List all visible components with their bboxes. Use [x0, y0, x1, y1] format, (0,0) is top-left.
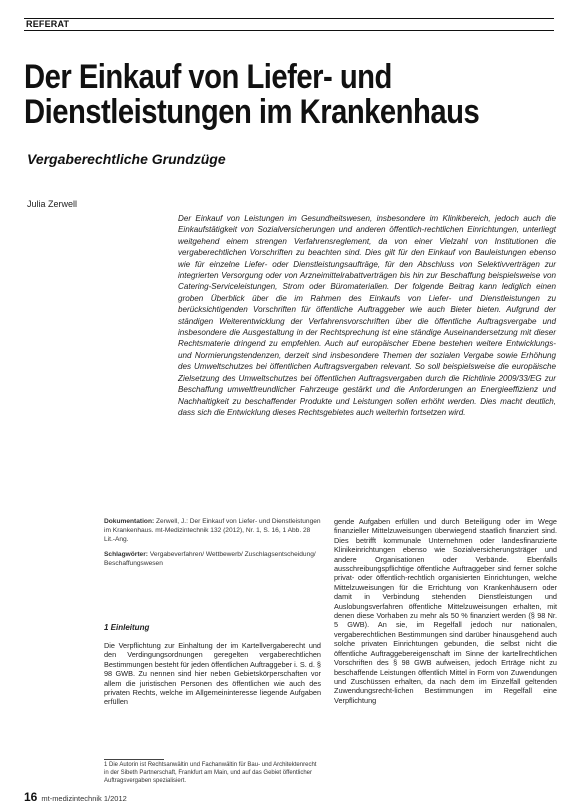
article-title-line-1: Der Einkauf von Liefer- und: [24, 58, 392, 96]
article-subtitle: Vergaberechtliche Grundzüge: [27, 151, 226, 167]
section-heading-introduction: 1 Einleitung: [104, 623, 150, 632]
keywords-text: Vergabeverfahren/ Wettbewerb/ Zuschlagsentscheidung/ Beschaffungswesen: [104, 551, 316, 567]
header-rule-bottom: [24, 30, 554, 31]
article-title: [24, 60, 488, 130]
page-footer: [24, 790, 127, 804]
section-label: REFERAT: [26, 19, 70, 29]
keywords-label: Schlagwörter:: [104, 551, 148, 558]
body-text-left-column: Die Verpflichtung zur Einhaltung der im Kartellvergaberecht und den Verdingungsordnungen geregelten vergaberechtlichen Bestimmungen besteht für jeden öffentlichen Auftraggeber i. S. d. § 98 GWB. Zu nennen sind hier neben Gebietskörperschaften vor allem die juristischen Personen des öffentlichen wie auch des privaten Rechts, welche im Allgemeininteresse liegende Aufgaben erfüllen: [104, 641, 321, 707]
body-text-right-column: gende Aufgaben erfüllen und durch Beteiligung oder im Wege finanzieller Mittelzuweisungen überwiegend staatlich finanziert sind. Dies betrifft kommunale Unternehmen oder landesfinanzierte Klinikeinrichtungen ebenso wie Sozialversicherungsträger und andere Organisationen oder Verbände. Ebenfalls ausschreibungspflichtige öffentliche Auftraggeber sind ferner solche privat- oder öffentlich-rechtlich organisierten Einrichtungen, welche Mittelzuweisungen für die Errichtung von Krankenhäusern oder damit in Verbindung stehenden Dienstleistungen und Auslobungsverfahren öffentliche Mittelzuweisungen erhalten, mit denen diese Vorhaben zu mehr als 50 % finanziert werden (§ 98 Nr. 5 GWB). An sie, im Regelfall jedoch nur nationalen, vergaberechtlichen Bestimmungen sind darüber hinausgehend auch solche privaten Einrichtungen gebunden, die selbst nicht die öffentliche Auftraggebereigenschaft im Sinne der kartellrechtlichen Vorschriften des § 98 GWB aufweisen, jedoch Erträge nicht zu beschaffende Leistungen öffentlich Mittel in Form von Zuwendungen und Zuschüssen erhalten, da nach dem im Einzelfall geltenden Zuwendungsrecht-lichen Bestimmungen im Regelfall eine Verpflichtung: [334, 517, 557, 705]
header-rule-top: [24, 18, 554, 19]
documentation-block: [104, 517, 322, 574]
keywords-entry: [104, 550, 322, 568]
article-title-line-2: Dienstleistungen im Krankenhaus: [24, 93, 480, 131]
abstract: Der Einkauf von Leistungen im Gesundheitswesen, insbesondere im Klinikbereich, jedoch auch die Einkaufstätigkeit von Sozialversicherungen und anderen öffentlich-rechtlichen Einrichtungen, unterliegt weitgehend einem strengen Verfahrensreglement, da von einer Vielzahl von Institutionen die vergaberechtlichen Vorschriften zu beachten sind. Dies gilt für den Einkauf von Bauleistungen ebenso wie für einzelne Liefer- oder Dienstleistungsaufträge, für den Abschluss von Selektivverträgen zur integrierten Versorgung oder von Arzneimittelrabattverträgen bis hin zur Beschaffung beispielsweise von Catering-Serviceleistungen, Strom oder Büromaterialien. Der folgende Beitrag kann lediglich einen groben Überblick über die im Rahmen des Einkaufs von Liefer- und Dienstleistungen zu berücksichtigenden Vorschriften für öffentliche Auftraggeber wie auch Bieter bieten. Aufgrund der ständigen Weiterentwicklung der Verfahrensvorschriften über die öffentliche Auftragsvergabe und insbesondere die Ausgestaltung in der Rechtsprechung ist eine ständige Auseinandersetzung mit dieser Rechtsmaterie dringend zu empfehlen. Auch auf europäischer Ebene bestehen weitere Entwicklungs- und Normierungstendenzen, derzeit sind insbesondere Themen der sozialen Vergabe sowie Erhöhung des Umweltschutzes bei öffentlichen Auftragsvergaben relevant. So soll beispielsweise die europäische Zielsetzung des Umweltschutzes bei öffentlichen Auftragsvergaben durch die Richtlinie 2009/33/EG zur Beschaffung umweltfreundlicher Fahrzeuge gestärkt und die Anforderungen an Energieeffizienz und Nachhaltigkeit zu beschaffender Produkte und Leistungen sollen erhöht werden. Dies macht deutlich, dass sich die Entwicklung dieses Rechtsgebietes auch weiterhin fortsetzen wird.: [178, 214, 556, 417]
documentation-entry: [104, 517, 322, 544]
page-number: 16: [24, 790, 38, 804]
documentation-text: Zerwell, J.: Der Einkauf von Liefer- und Dienstleistungen im Krankenhaus. mt-Medizintechnik 132 (2012), Nr. 1, S. 16, 1 Abb. 28 Lit.-Ang.: [104, 518, 321, 543]
author-name: Julia Zerwell: [27, 199, 78, 209]
journal-name: mt-medizintechnik 1/2012: [41, 794, 127, 803]
footnote: 1 Die Autorin ist Rechtsanwältin und Fachanwältin für Bau- und Architektenrecht in der Sibeth Partnerschaft, Frankfurt am Main, und auf das Gebiet öffentlicher Auftragsvergaben spezialisiert.: [104, 762, 317, 784]
documentation-label: Dokumentation:: [104, 518, 155, 525]
footnote-divider: [104, 759, 164, 760]
